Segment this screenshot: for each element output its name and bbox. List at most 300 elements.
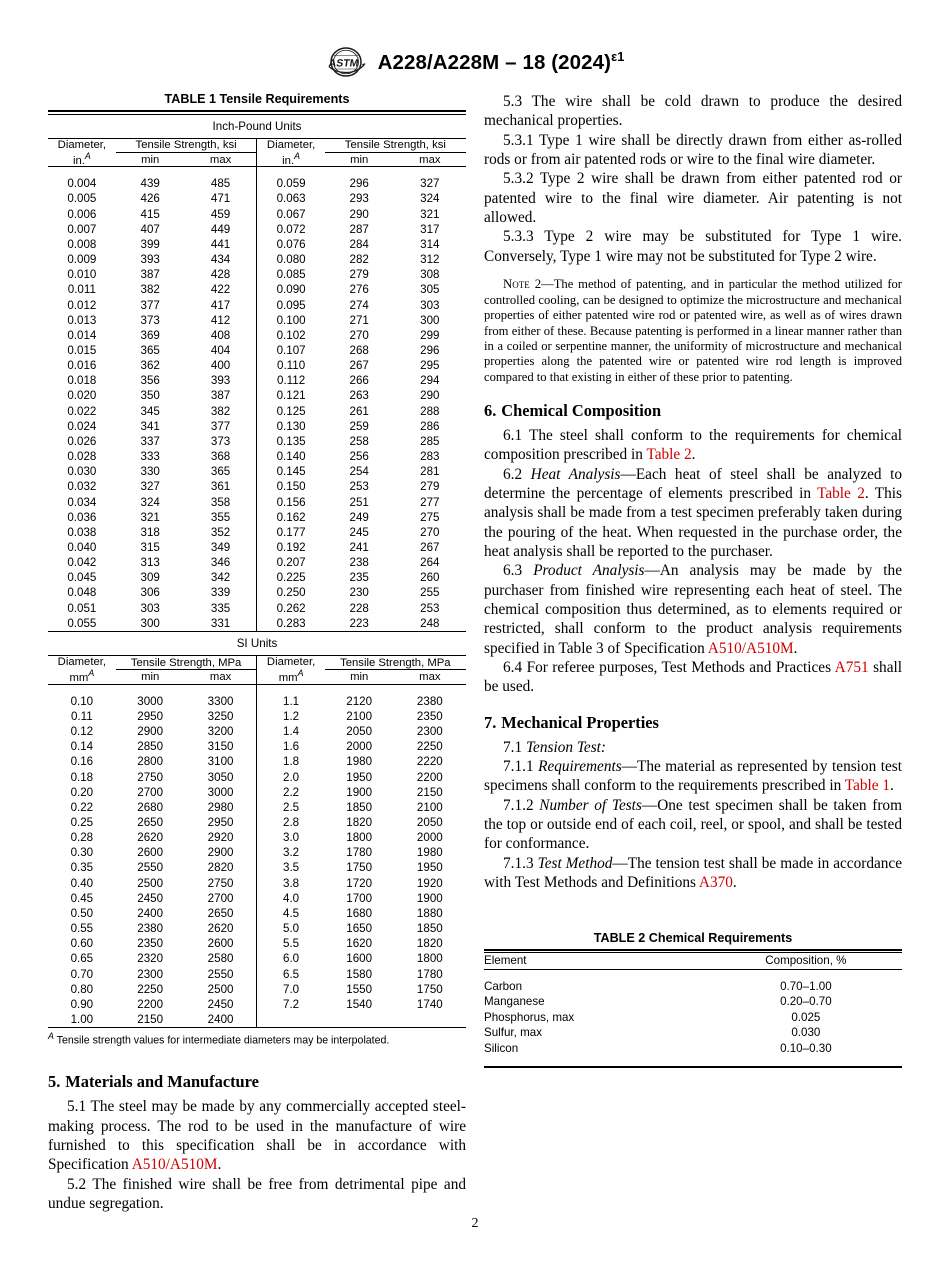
paragraph-7-1-2-text: —One test specimen shall be taken from the top or outside end of each coil, reel, or spool, and shall be tested for conformance. xyxy=(484,796,902,853)
table-row xyxy=(48,585,466,600)
cell-min: 245 xyxy=(349,525,369,539)
si-strength-header-2: Tensile Strength, MPa xyxy=(325,656,466,670)
cell-diameter: 0.038 xyxy=(67,525,97,539)
footnote-text: Tensile strength values for intermediate diameters may be interpolated. xyxy=(56,1034,390,1047)
cell-max: 459 xyxy=(210,207,231,221)
table-row xyxy=(48,754,466,769)
cell-min: 1800 xyxy=(346,831,373,845)
table-2-body xyxy=(484,970,902,1066)
table-row xyxy=(48,176,466,191)
table-2-title: TABLE 2 Chemical Requirements xyxy=(593,930,793,945)
cell-max: 2100 xyxy=(416,800,443,814)
cell-max: 342 xyxy=(210,571,231,585)
table-header-row-1 xyxy=(48,139,466,153)
table-row xyxy=(48,616,466,631)
cell-max: 283 xyxy=(420,450,440,464)
cell-max: 303 xyxy=(420,298,440,312)
cell-min: 330 xyxy=(140,465,160,479)
cell-min: 230 xyxy=(349,586,369,600)
cell-max: 352 xyxy=(210,525,231,539)
table-row xyxy=(48,724,466,739)
section-5-number: 5. xyxy=(48,1072,61,1092)
cell-min: 1780 xyxy=(346,846,373,860)
cell-min: 268 xyxy=(349,343,369,357)
cell-diameter: 0.048 xyxy=(67,586,97,600)
cell-diameter: 0.008 xyxy=(67,237,97,251)
cell-max: 324 xyxy=(420,192,440,206)
cell-diameter: 0.032 xyxy=(67,480,97,494)
cell-diameter: 0.006 xyxy=(67,207,97,221)
table-2-spacer-row xyxy=(484,970,902,979)
cell-diameter: 1.1 xyxy=(257,694,325,709)
cell-diameter: 0.45 xyxy=(70,891,94,905)
cell-diameter: 0.067 xyxy=(257,207,325,222)
cell-max: 387 xyxy=(210,389,231,403)
cell-min: 1600 xyxy=(346,952,373,966)
table-row xyxy=(48,404,466,419)
cell-min: 362 xyxy=(140,359,160,373)
table-row xyxy=(48,237,466,252)
cell-max: 2550 xyxy=(207,967,234,981)
table-row xyxy=(48,298,466,313)
cell-min: 266 xyxy=(349,374,369,388)
cell-max: 3050 xyxy=(207,770,234,784)
cell-max: 1980 xyxy=(416,846,443,860)
paragraph-7-1-number: 7.1 xyxy=(503,738,526,756)
table-1-top-rule xyxy=(48,110,466,112)
cell-diameter: 0.18 xyxy=(70,770,94,784)
cell-max: 279 xyxy=(420,480,440,494)
cell-max: 1820 xyxy=(416,937,443,951)
cell-max: 1950 xyxy=(416,861,443,875)
cell-max: 2900 xyxy=(207,846,234,860)
cell-max: 355 xyxy=(210,510,231,524)
cell-diameter: 0.016 xyxy=(67,359,97,373)
cell-min: 271 xyxy=(349,313,369,327)
table-2-rows-container xyxy=(484,970,902,1066)
cell-diameter: 5.5 xyxy=(257,936,325,951)
si-min-header: min xyxy=(141,671,160,684)
cell-diameter: 0.072 xyxy=(257,222,325,237)
cell-diameter: 0.020 xyxy=(67,389,97,403)
paragraph-6-3-number: 6.3 xyxy=(503,562,534,580)
paragraph-6-2 xyxy=(484,465,902,562)
cell-min: 2100 xyxy=(346,709,373,723)
cell-min: 3000 xyxy=(137,694,164,708)
cell-diameter: 0.80 xyxy=(70,982,94,996)
cell-min: 274 xyxy=(349,298,369,312)
cell-element: Sulfur, max xyxy=(484,1026,542,1040)
table-1-footnote xyxy=(48,1028,466,1048)
paragraph-7-1-3 xyxy=(484,854,902,893)
cell-diameter: 0.10 xyxy=(70,694,94,708)
cell-max: 3250 xyxy=(207,709,234,723)
cell-min: 287 xyxy=(349,222,369,236)
inch-diameter-label: Diameter, xyxy=(57,138,107,151)
cell-diameter: 0.156 xyxy=(257,495,325,510)
inch-diameter-footnote-marker-2: A xyxy=(294,150,300,161)
cell-max: 255 xyxy=(420,586,440,600)
cell-max: 1800 xyxy=(416,952,443,966)
table-row xyxy=(48,982,466,997)
paragraph-6-3-end: . xyxy=(793,639,798,657)
cell-diameter: 0.059 xyxy=(257,176,325,191)
table-row xyxy=(48,694,466,709)
cell-min: 258 xyxy=(349,434,369,448)
link-table-1[interactable]: Table 1 xyxy=(844,777,891,795)
cell-max: 422 xyxy=(210,283,231,297)
cell-min: 2620 xyxy=(137,831,164,845)
inch-diameter-unit-2: in. xyxy=(282,154,295,167)
cell-diameter: 0.024 xyxy=(67,419,97,433)
cell-diameter: 0.022 xyxy=(67,404,97,418)
cell-min: 2900 xyxy=(137,725,164,739)
cell-min: 365 xyxy=(140,343,160,357)
paragraph-7-1-2-term: Number of Tests xyxy=(539,796,642,814)
cell-max: 3300 xyxy=(207,694,234,708)
cell-diameter: 0.100 xyxy=(257,313,325,328)
table-2-col-element: Element xyxy=(484,954,527,967)
si-units-label: SI Units xyxy=(236,636,278,650)
cell-max: 2050 xyxy=(416,815,443,829)
table-row xyxy=(48,449,466,464)
cell-min: 341 xyxy=(140,419,160,433)
cell-diameter xyxy=(257,1012,325,1027)
cell-max: 2820 xyxy=(207,861,234,875)
cell-diameter: 0.125 xyxy=(257,404,325,419)
cell-diameter: 7.0 xyxy=(257,982,325,997)
paragraph-6-1-end: . xyxy=(691,446,696,464)
cell-min: 356 xyxy=(140,374,160,388)
cell-max: 2350 xyxy=(416,709,443,723)
cell-diameter: 0.010 xyxy=(67,268,97,282)
link-a370[interactable]: A370 xyxy=(698,874,733,892)
cell-max: 290 xyxy=(420,389,440,403)
cell-min: 2750 xyxy=(137,770,164,784)
paragraph-5-1 xyxy=(48,1097,466,1174)
paragraph-6-4 xyxy=(484,658,902,697)
table-row xyxy=(48,282,466,297)
cell-max: 2400 xyxy=(207,1013,234,1026)
paragraph-7-1-3-number: 7.1.3 xyxy=(503,854,538,872)
paragraph-6-1-text: 6.1 The steel shall conform to the requirements for chemical composition prescribed in xyxy=(484,426,902,464)
cell-max: 286 xyxy=(420,419,440,433)
table-row xyxy=(48,434,466,449)
cell-min: 309 xyxy=(140,571,160,585)
cell-min: 2850 xyxy=(137,740,164,754)
right-column xyxy=(484,92,902,1068)
note-2-text: —The method of patenting, and in particular the method utilized for controlled cooling, can be designed to optimize the microstructure and mechanical properties of either patented wire rod or patented wire, as well as of wires drawn from either of these. Because patenting is performed in a linear manner rather than in a coiled or serpentine manner, the uniformity of microstructure and mechanical properties along the patented wire or patented wire rod length is improved compared to that existing in either of these prior to patenting. xyxy=(484,277,903,384)
cell-min: 321 xyxy=(140,510,160,524)
table-row xyxy=(48,906,466,921)
cell-min: 1620 xyxy=(346,937,373,951)
cell-min: 1820 xyxy=(346,815,373,829)
cell-max: 2700 xyxy=(207,891,234,905)
cell-max: 361 xyxy=(210,480,231,494)
paragraph-7-1-1-term: Requirements xyxy=(538,758,622,776)
link-a751[interactable]: A751 xyxy=(834,659,869,677)
si-diameter-label: Diameter, xyxy=(57,655,107,668)
table-row xyxy=(48,191,466,206)
cell-min: 439 xyxy=(140,177,160,191)
cell-composition: 0.030 xyxy=(791,1026,821,1040)
si-diameter-footnote-marker-2: A xyxy=(297,667,304,678)
cell-max: 404 xyxy=(210,343,231,357)
cell-diameter: 0.140 xyxy=(257,449,325,464)
cell-diameter: 5.0 xyxy=(257,921,325,936)
si-max-header-2: max xyxy=(419,671,441,684)
cell-max: 299 xyxy=(420,328,440,342)
cell-diameter: 0.90 xyxy=(70,997,94,1011)
cell-max: 485 xyxy=(210,177,231,191)
cell-min xyxy=(325,1012,394,1027)
cell-element: Carbon xyxy=(484,979,523,993)
table-row xyxy=(48,252,466,267)
cell-min: 2400 xyxy=(137,906,164,920)
cell-max: 296 xyxy=(420,343,440,357)
table-row xyxy=(48,495,466,510)
section-6-title: Chemical Composition xyxy=(501,400,662,420)
cell-diameter: 0.034 xyxy=(67,495,97,509)
cell-diameter: 0.250 xyxy=(257,585,325,600)
table-row xyxy=(48,936,466,951)
cell-max: 2000 xyxy=(416,831,443,845)
table-row xyxy=(484,1010,902,1026)
cell-min: 238 xyxy=(349,556,369,570)
cell-min: 1580 xyxy=(346,967,373,981)
page-number: 2 xyxy=(471,1216,479,1231)
cell-diameter: 0.225 xyxy=(257,570,325,585)
inch-diameter-footnote-marker: A xyxy=(84,150,91,161)
table-1-si-body xyxy=(48,685,466,1027)
si-header-row-1 xyxy=(48,656,466,670)
table-2-header-row xyxy=(484,953,902,969)
cell-max: 275 xyxy=(420,510,440,524)
cell-min: 2650 xyxy=(137,815,164,829)
paragraph-5-3: 5.3 The wire shall be cold drawn to produce the desired mechanical properties. xyxy=(484,93,902,130)
cell-max: 2220 xyxy=(416,755,443,769)
table-spacer-row xyxy=(48,685,466,694)
cell-diameter: 0.055 xyxy=(67,616,97,630)
cell-min: 256 xyxy=(349,450,369,464)
cell-diameter: 0.192 xyxy=(257,540,325,555)
cell-diameter: 4.0 xyxy=(257,891,325,906)
table-2 xyxy=(484,931,902,1068)
cell-max: 471 xyxy=(210,192,231,206)
cell-min: 324 xyxy=(140,495,160,509)
cell-min: 387 xyxy=(140,268,160,282)
paragraph-7-1-3-text: —The tension test shall be made in accordance with Test Methods and Definitions xyxy=(484,854,902,892)
cell-min: 261 xyxy=(349,404,369,418)
cell-element: Silicon xyxy=(484,1041,519,1055)
cell-max: 393 xyxy=(210,374,231,388)
paragraph-7-1-1-end: . xyxy=(890,777,894,795)
cell-max: 270 xyxy=(420,525,440,539)
paragraph-5-1-end: . xyxy=(217,1156,222,1174)
cell-diameter: 3.0 xyxy=(257,830,325,845)
table-row xyxy=(48,1012,466,1027)
cell-min: 382 xyxy=(140,283,160,297)
cell-composition: 0.10–0.30 xyxy=(780,1041,832,1055)
cell-element: Phosphorus, max xyxy=(484,1010,575,1024)
cell-max: 373 xyxy=(210,434,231,448)
link-table-2[interactable]: Table 2 xyxy=(646,446,692,464)
cell-min: 2800 xyxy=(137,755,164,769)
table-2-bottom-spacer xyxy=(484,1057,902,1066)
cell-min: 1900 xyxy=(346,785,373,799)
cell-diameter: 0.112 xyxy=(257,373,325,388)
cell-diameter: 0.011 xyxy=(67,283,96,297)
paragraph-5-3-3: 5.3.3 Type 2 wire may be substituted for Type 1 wire. Conversely, Type 1 wire may not be substituted for Type 2 wire. xyxy=(484,228,902,265)
cell-diameter: 0.040 xyxy=(67,541,97,555)
cell-min: 254 xyxy=(349,465,369,479)
cell-max: 327 xyxy=(420,177,440,191)
cell-max: 277 xyxy=(420,495,440,509)
cell-diameter: 0.015 xyxy=(67,343,97,357)
cell-max: 248 xyxy=(420,616,440,630)
paragraph-6-1 xyxy=(484,426,902,465)
inch-strength-header: Tensile Strength, ksi xyxy=(116,139,257,153)
section-7-number: 7. xyxy=(484,712,497,732)
si-diameter-label-2: Diameter, xyxy=(266,655,316,668)
cell-min: 263 xyxy=(349,389,369,403)
cell-diameter: 1.8 xyxy=(257,754,325,769)
cell-element: Manganese xyxy=(484,995,545,1009)
cell-max: 2920 xyxy=(207,831,234,845)
link-a510-a510m[interactable]: A510/A510M xyxy=(131,1156,218,1174)
cell-diameter: 0.40 xyxy=(70,876,94,890)
cell-max: 417 xyxy=(210,298,231,312)
cell-max: 2150 xyxy=(416,785,443,799)
table-row xyxy=(48,222,466,237)
cell-max: 285 xyxy=(420,434,440,448)
cell-min: 2150 xyxy=(137,1013,164,1026)
cell-max: 400 xyxy=(210,359,231,373)
table-row xyxy=(48,830,466,845)
cell-diameter: 0.045 xyxy=(67,571,97,585)
cell-max: 377 xyxy=(210,419,231,433)
inch-diameter-unit: in. xyxy=(72,154,85,167)
table-row xyxy=(48,464,466,479)
table-1-title: TABLE 1 Tensile Requirements xyxy=(164,92,350,106)
link-a510-a510m-b[interactable]: A510/A510M xyxy=(707,639,794,657)
cell-max: 2620 xyxy=(207,922,234,936)
table-row xyxy=(48,267,466,282)
left-column xyxy=(48,92,466,1214)
link-table-2-b[interactable]: Table 2 xyxy=(817,484,865,502)
cell-max: 264 xyxy=(420,556,440,570)
cell-min: 2250 xyxy=(137,982,164,996)
svg-text:ASTM: ASTM xyxy=(327,57,359,70)
inch-max-header: max xyxy=(209,153,232,166)
cell-min: 1680 xyxy=(346,906,373,920)
cell-max: 412 xyxy=(210,313,231,327)
cell-min: 407 xyxy=(140,222,160,236)
cell-min: 1720 xyxy=(346,876,373,890)
cell-min: 399 xyxy=(140,237,160,251)
cell-max: 1850 xyxy=(416,922,443,936)
cell-max: 408 xyxy=(210,328,231,342)
table-row xyxy=(48,343,466,358)
cell-min: 315 xyxy=(140,541,160,555)
paragraph-7-1 xyxy=(484,738,902,757)
inch-diameter-label-2: Diameter, xyxy=(266,138,316,151)
cell-diameter: 0.090 xyxy=(257,282,325,297)
cell-diameter: 1.6 xyxy=(257,739,325,754)
paragraph-6-2-text: —Each heat of steel shall be analyzed to determine the percentage of elements prescribed in xyxy=(484,465,902,502)
table-row xyxy=(48,739,466,754)
table-row xyxy=(48,951,466,966)
table-row xyxy=(48,601,466,616)
cell-max: 382 xyxy=(210,404,231,418)
astm-logo-icon xyxy=(326,46,368,78)
table-row xyxy=(48,860,466,875)
section-6-heading xyxy=(484,401,902,421)
paragraph-7-1-2 xyxy=(484,796,902,854)
paragraph-7-1-3-end: . xyxy=(732,874,737,892)
table-row xyxy=(48,510,466,525)
table-row xyxy=(48,876,466,891)
cell-min: 373 xyxy=(140,313,160,327)
footnote-marker: A xyxy=(48,1031,54,1042)
table-row xyxy=(48,921,466,936)
cell-min: 290 xyxy=(349,207,369,221)
cell-diameter: 0.005 xyxy=(67,192,97,206)
table-row xyxy=(48,388,466,403)
cell-diameter: 0.14 xyxy=(70,740,94,754)
inch-rows-container xyxy=(48,167,466,631)
cell-diameter: 2.5 xyxy=(257,800,325,815)
section-7-heading xyxy=(484,713,902,733)
cell-diameter: 0.11 xyxy=(70,709,93,723)
cell-diameter: 3.2 xyxy=(257,845,325,860)
cell-min: 2120 xyxy=(346,694,373,708)
cell-diameter: 0.042 xyxy=(67,556,97,570)
cell-min: 223 xyxy=(349,616,369,630)
cell-diameter: 1.2 xyxy=(257,709,325,724)
section-7-title: Mechanical Properties xyxy=(501,712,659,732)
epsilon-marker: ε xyxy=(611,49,618,65)
cell-min: 1650 xyxy=(346,922,373,936)
cell-min: 337 xyxy=(140,434,160,448)
table-row xyxy=(48,207,466,222)
paragraph-6-2-term: Heat Analysis xyxy=(530,465,621,483)
epsilon-superscript: 1 xyxy=(617,49,625,65)
paragraph-5-3-1: 5.3.1 Type 1 wire shall be directly drawn from either as-rolled rods or from air patented rods or wire to the final wire diameter. xyxy=(484,131,902,169)
cell-max: 300 xyxy=(420,313,440,327)
cell-min: 1550 xyxy=(346,982,373,996)
si-diameter-unit: mm xyxy=(69,671,89,684)
cell-min: 333 xyxy=(140,450,160,464)
cell-min: 2050 xyxy=(346,725,373,739)
cell-composition: 0.20–0.70 xyxy=(780,995,832,1009)
cell-diameter: 6.5 xyxy=(257,967,325,982)
cell-diameter: 0.036 xyxy=(67,510,97,524)
cell-max: 3200 xyxy=(207,725,234,739)
cell-diameter: 0.70 xyxy=(70,967,94,981)
cell-min: 2380 xyxy=(137,922,164,936)
cell-diameter: 0.25 xyxy=(70,815,94,829)
cell-min: 306 xyxy=(140,586,160,600)
cell-max: 305 xyxy=(420,283,440,297)
table-row xyxy=(48,891,466,906)
cell-max: 346 xyxy=(210,556,231,570)
cell-min: 318 xyxy=(140,525,160,539)
cell-max: 2450 xyxy=(207,997,234,1011)
section-6-number: 6. xyxy=(484,400,497,420)
cell-diameter: 0.16 xyxy=(70,755,94,769)
table-row xyxy=(484,979,902,995)
